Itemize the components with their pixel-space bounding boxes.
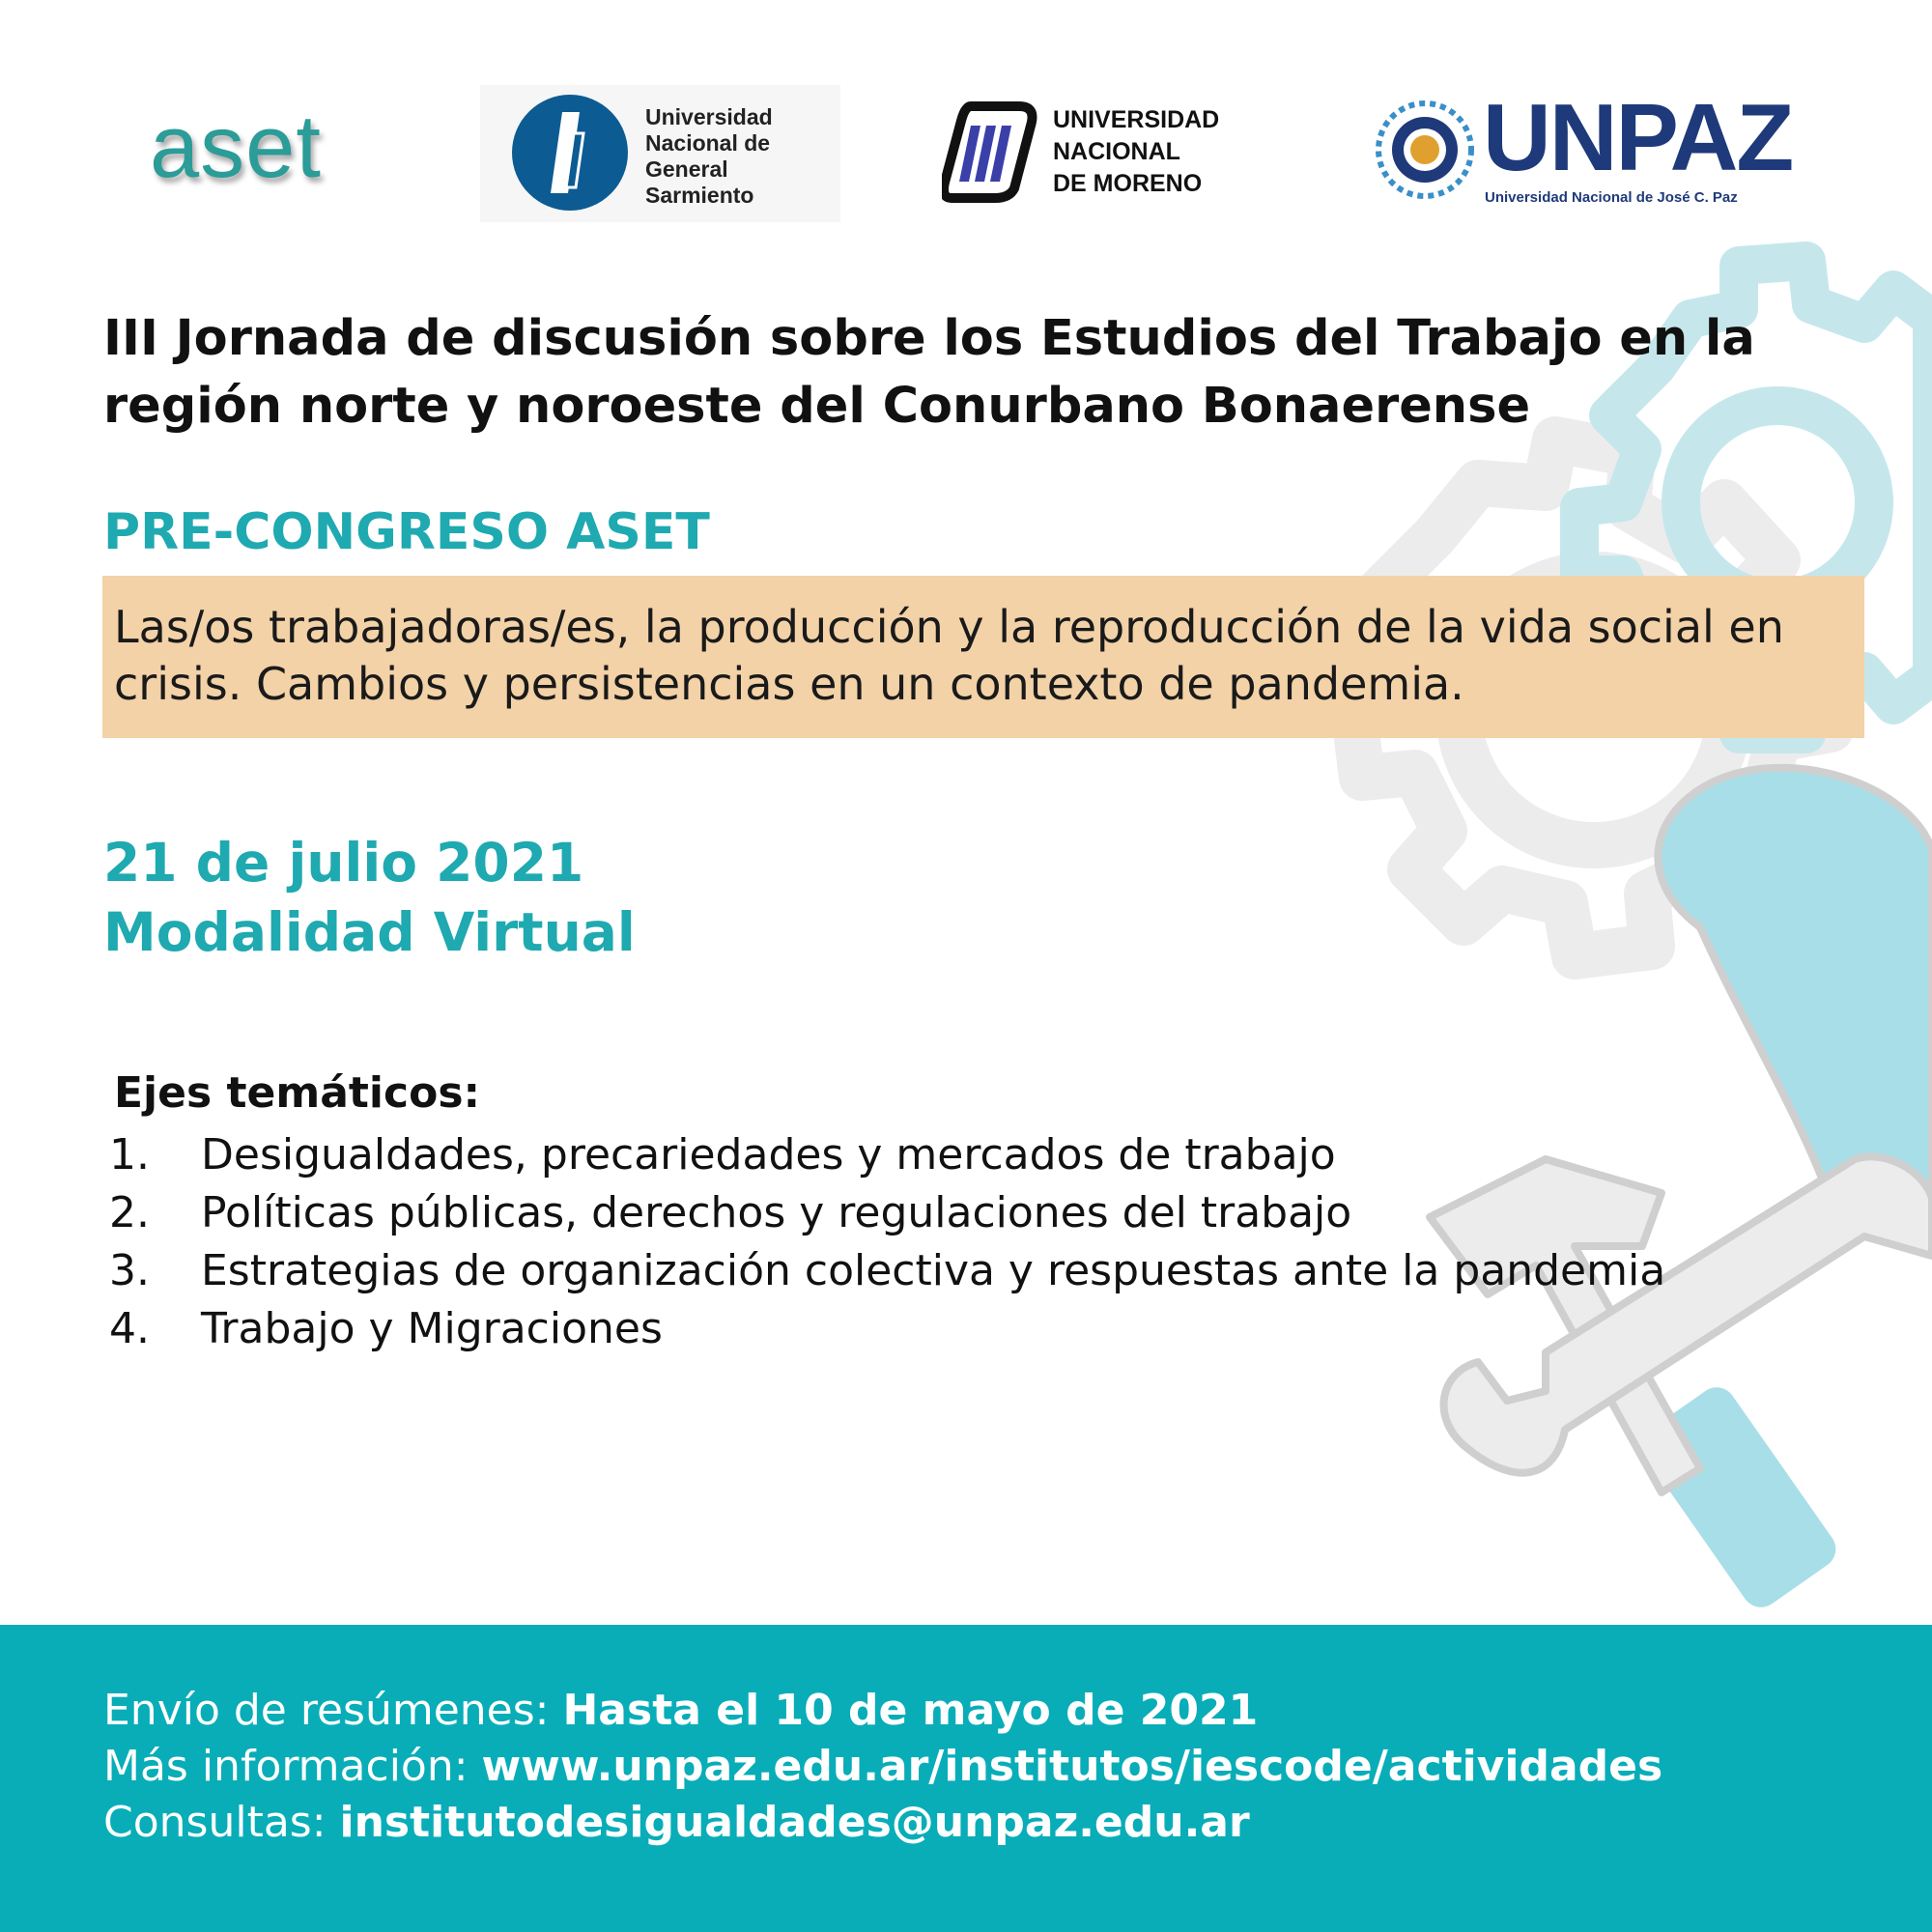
ungs-emblem-icon [512,95,628,211]
info-label: Más información: [103,1742,482,1791]
contact-email-link[interactable]: institutodesigualdades@unpaz.edu.ar [339,1798,1250,1847]
list-item [109,1300,1906,1358]
unm-emblem-icon [942,97,1038,203]
event-title: III Jornada de discusión sobre los Estudios del Trabajo en la región norte y noroeste del Conurbano Bonaerense [103,310,1755,435]
list-item-label: Desigualdades, precariedades y mercados de trabajo [201,1130,1336,1179]
list-item-label: Estrategias de organización colectiva y respuestas ante la pandemia [201,1246,1666,1295]
abstracts-deadline [103,1683,1919,1739]
event-mode: Modalidad Virtual [103,901,636,963]
list-item-number: 4. [109,1304,150,1353]
abstracts-label: Envío de resúmenes: [103,1686,563,1735]
list-item [109,1242,1906,1300]
abstracts-value: Hasta el 10 de mayo de 2021 [562,1686,1259,1735]
list-item [109,1184,1906,1242]
axes-list [109,1126,1906,1358]
list-item [109,1126,1906,1184]
pre-congress-heading: PRE-CONGRESO ASET [103,503,710,561]
ungs-logo-text: Universidad Nacional de General Sarmiento [645,104,773,208]
event-date: 21 de julio 2021 [103,832,584,894]
list-item-number: 2. [109,1188,150,1237]
unpaz-logo: UNPAZ [1483,84,1793,190]
list-item-number: 1. [109,1130,150,1179]
list-item-number: 3. [109,1246,150,1295]
footer [0,1625,1932,1932]
info-link[interactable]: www.unpaz.edu.ar/institutos/iescode/actividades [481,1742,1663,1791]
aset-logo: aset [150,98,322,196]
contact-label: Consultas: [103,1798,340,1847]
theme-text: Las/os trabajadoras/es, la producción y la reproducción de la vida social en crisis. Cambios y persistencias en un contexto de pandemia. [114,601,1784,710]
axes-title: Ejes temáticos: [114,1068,481,1118]
unpaz-sun-emblem-icon [1372,97,1478,203]
unpaz-logo-subtitle: Universidad Nacional de José C. Paz [1485,189,1738,206]
more-info [103,1739,1919,1795]
unm-logo-text: UNIVERSIDAD NACIONAL DE MORENO [1053,106,1220,197]
contact [103,1795,1919,1851]
list-item-label: Trabajo y Migraciones [201,1304,663,1353]
list-item-label: Políticas públicas, derechos y regulaciones del trabajo [201,1188,1352,1237]
